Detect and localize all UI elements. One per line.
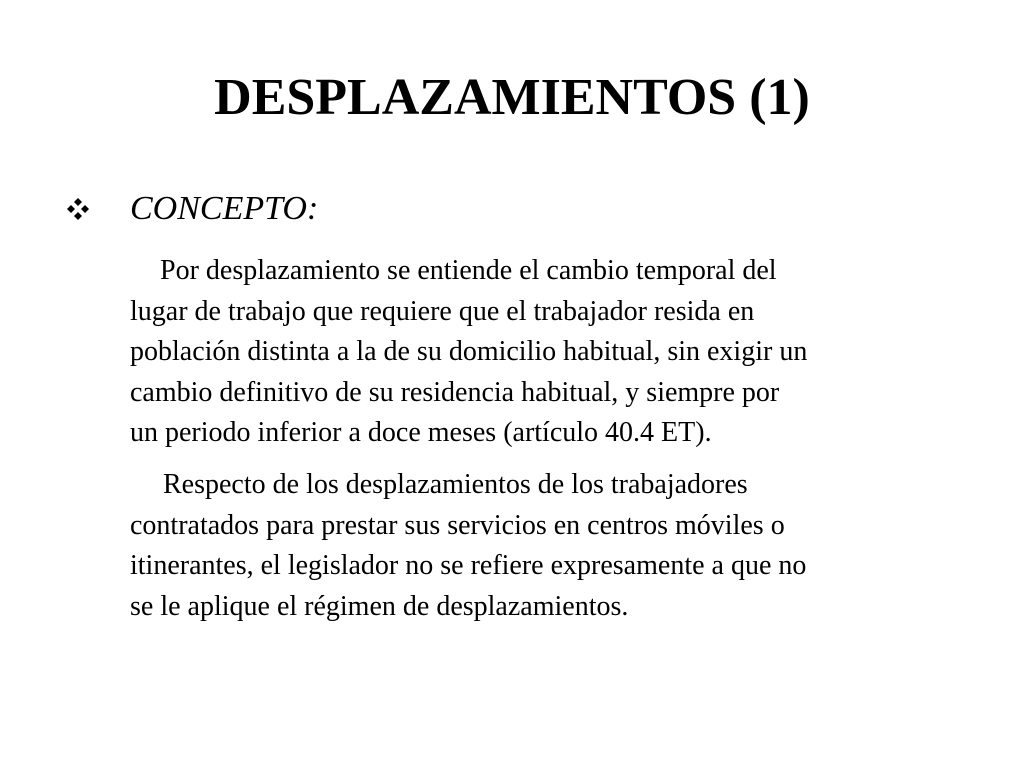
paragraph-line: Respecto de los desplazamientos de los trabajadores	[163, 469, 748, 500]
paragraph-line: población distinta a la de su domicilio habitual, sin exigir un	[130, 336, 808, 367]
paragraph-line: Por desplazamiento se entiende el cambio temporal del	[160, 255, 777, 286]
paragraph-line: lugar de trabajo que requiere que el trabajador resida en	[130, 295, 755, 327]
definition-paragraph	[130, 251, 960, 454]
slide-title: DESPLAZAMIENTOS (1)	[214, 69, 810, 126]
paragraph-line: se le aplique el régimen de desplazamientos.	[130, 590, 629, 622]
four-diamond-bullet-icon	[66, 197, 90, 221]
section-heading: CONCEPTO:	[130, 190, 319, 227]
paragraph-line: itinerantes, el legislador no se refiere expresamente a que no	[130, 550, 807, 581]
mobile-centers-paragraph	[130, 465, 960, 627]
paragraph-line: cambio definitivo de su residencia habitual, y siempre por	[130, 376, 780, 408]
paragraph-line: un periodo inferior a doce meses (artículo 40.4 ET).	[130, 417, 712, 448]
paragraph-line: contratados para prestar sus servicios en centros móviles o	[130, 509, 785, 541]
